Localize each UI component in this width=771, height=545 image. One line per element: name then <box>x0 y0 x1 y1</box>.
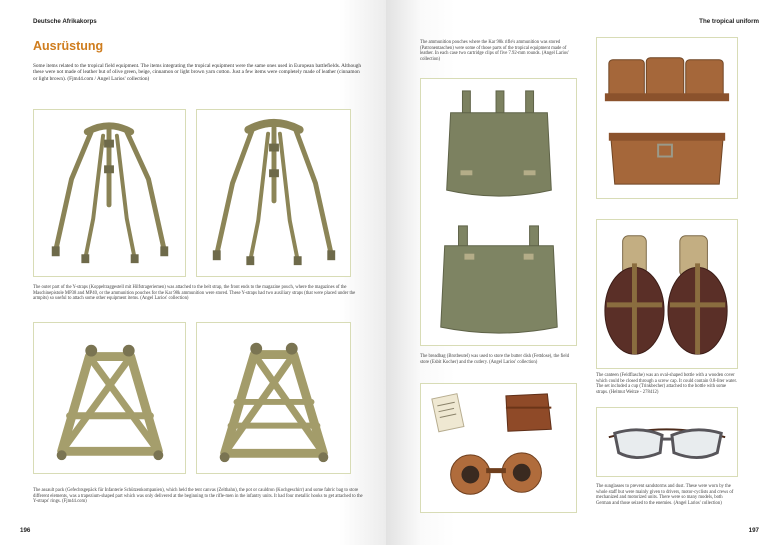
canteen-illustration <box>597 220 737 368</box>
sunglasses-photo <box>596 407 738 477</box>
intro-paragraph: Some items related to the tropical field equipment. The items integrating the tropical equipment were the same ones used in European battlefields. Although these were not made of leather but of olive green, beige, cinnamon or light brown yarn cotton. Just a few items were completely made of leather (cinnamon or light brown). (Fjm44.com / Angel Larios' collection) <box>33 63 361 82</box>
canteen-caption: The canteen (Feldflasche) was an oval-shaped bottle with a wooden cover which could be closed through a screw cap. It could contain 0.8-liter water. The set included a cup (Trinkbecher) attached to the bottle with some straps. (Helmut Weitze - 278412) <box>596 373 737 396</box>
breadbag-photos <box>420 78 577 346</box>
running-head-right: The tropical uniform <box>699 18 759 25</box>
ystraps-photo-front <box>33 109 186 277</box>
assault-pack-caption: The assault pack (Gefechtsgepäck für Infanterie Schützenkompanien), which held the tent canvas (Zeltbahn), the pot or cauldron (Kochgeschirr) and some fabric bag to store different elements, was a trapezium-shaped part which was only delivered at the beginning to the rifle-men in the infantry units. It had four metallic hooks to get attached to the Y-straps' rings. (Fjm44.com) <box>33 488 363 505</box>
ystraps-back-illustration <box>197 110 350 276</box>
ystraps-front-illustration <box>34 110 185 276</box>
assault-pack-photo-front <box>33 322 186 474</box>
right-page <box>386 0 771 545</box>
assault-pack-back-illustration <box>197 323 350 473</box>
goggles-photo <box>420 383 577 513</box>
breadbag-caption: The breadbag (Brotbeutel) was used to store the butter dish (Fettdose), the field store (Esbit Kocher) and the cutlery. (Angel Larios' collection) <box>420 354 570 365</box>
ystraps-photo-back <box>196 109 351 277</box>
ystraps-caption: The outer part of the Y-straps (Koppeltraggestell mit Hilfstrageriemen) was attached to the belt strap, the front ends to the magazine pouch, where the magazines of the Maschinepistole MP38 and MP40, or the ammunition pouches for the Kar 98k ammunition were stored. These Y-straps had two auxiliary straps (that were placed under the armpits) so useful to attach some other equipment items. (Angel Larios' collection) <box>33 285 356 302</box>
ammo-pouch-illustration <box>597 38 737 198</box>
page-number-right: 197 <box>748 527 759 534</box>
breadbag-illustration <box>421 79 576 345</box>
goggles-illustration <box>421 384 576 512</box>
running-head-left: Deutsche Afrikakorps <box>33 18 97 25</box>
assault-pack-front-illustration <box>34 323 185 473</box>
sunglasses-illustration <box>597 408 737 476</box>
ammo-pouch-photos <box>596 37 738 199</box>
canteen-photos <box>596 219 738 369</box>
page-number-left: 196 <box>20 527 31 534</box>
ammo-pouch-caption: The ammunition pouches where the Kar 98k rifle's ammunition was stored (Patronentaschen) were some of those parts of the tropical equipment made of leather. In each case two cartridge clips of five 7.92-mm rounds. (Angel Larios' collection) <box>420 40 569 63</box>
sunglasses-caption: The sunglasses to prevent sandstorms and dust. These were worn by the whole staff but were mainly given to drivers, motor-cyclists and crews of mechanized and motorized units. There were so many models, both German and those seized to the enemies. (Angel Larios' collection) <box>596 484 734 507</box>
page-heading: Ausrüstung <box>33 39 104 53</box>
assault-pack-photo-back <box>196 322 351 474</box>
